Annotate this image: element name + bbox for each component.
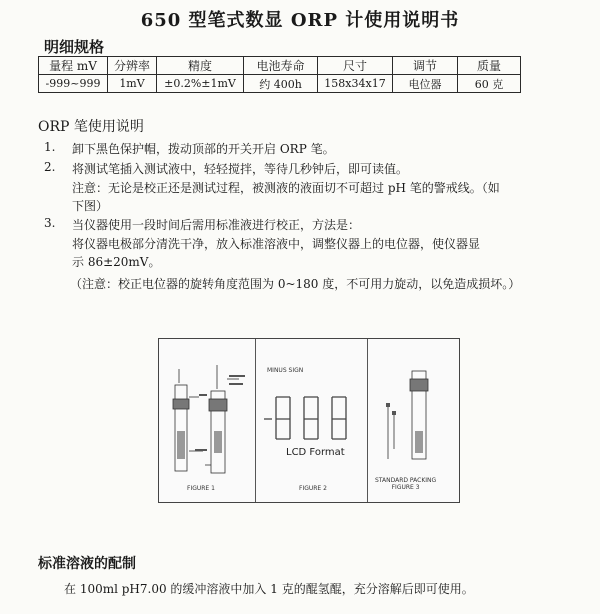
spec-heading: 明细规格 <box>44 38 105 56</box>
spec-header-range: 量程 mV <box>39 57 108 75</box>
spec-table <box>38 56 521 93</box>
figure-1-illustration <box>159 339 255 502</box>
standard-solution-body: 在 100ml pH7.00 的缓冲溶液中加入 1 克的醌氢醌，充分溶解后即可使用。 <box>64 582 474 596</box>
spec-value-resolution: 1mV <box>108 75 157 93</box>
item-3-line-2: 将仪器电极部分清洗干净，放入标准溶液中，调整仪器上的电位器，使仪器显 <box>72 237 481 251</box>
item-2-line-1: 将测试笔插入测试液中，轻轻搅拌，等待几秒钟后，即可读值。 <box>72 162 409 176</box>
item-number-3: 3. <box>44 216 56 230</box>
standard-solution-heading: 标准溶液的配制 <box>38 556 136 572</box>
document-title: 650 型笔式数显 ORP 计使用说明书 <box>140 10 460 31</box>
spec-header-adjust: 调节 <box>393 57 458 75</box>
item-number-1: 1. <box>44 140 56 154</box>
item-3-line-1: 当仪器使用一段时间后需用标准液进行校正，方法是： <box>72 218 361 232</box>
lcd-minus-label: MINUS SIGN <box>267 367 304 374</box>
spec-header-row <box>39 57 521 75</box>
spec-header-size: 尺寸 <box>318 57 393 75</box>
item-2-line-2: 注意：无论是校正还是测试过程，被测液的液面切不可超过 pH 笔的警戒线。（如 <box>72 181 500 195</box>
spec-value-adjust: 电位器 <box>393 75 458 93</box>
lcd-format-label: LCD Format <box>286 447 345 458</box>
item-1-line-1: 卸下黑色保护帽，拨动顶部的开关开启 ORP 笔。 <box>72 142 335 156</box>
spec-value-size: 158x34x17 <box>318 75 393 93</box>
item-number-2: 2. <box>44 160 56 174</box>
usage-heading: ORP 笔使用说明 <box>38 119 144 135</box>
figure-2-caption: FIGURE 2 <box>299 485 327 492</box>
figure-1-caption: FIGURE 1 <box>187 485 215 492</box>
item-3-line-3: 示 86±20mV。 <box>72 255 161 269</box>
spec-header-battery: 电池寿命 <box>244 57 318 75</box>
figure-2-lcd-illustration <box>256 339 367 502</box>
figure-3-caption: STANDARD PACKING FIGURE 3 <box>375 477 437 491</box>
spec-value-accuracy: ±0.2%±1mV <box>157 75 244 93</box>
figure-panel <box>158 338 460 503</box>
spec-value-row <box>39 75 521 93</box>
spec-value-range: -999~999 <box>39 75 108 93</box>
spec-header-weight: 质量 <box>458 57 521 75</box>
spec-value-battery: 约 400h <box>244 75 318 93</box>
item-2-line-3: 下图） <box>72 199 109 213</box>
spec-header-accuracy: 精度 <box>157 57 244 75</box>
calibration-note: （注意：校正电位器的旋转角度范围为 0~180 度，不可用力旋动，以免造成损坏。） <box>70 277 521 291</box>
spec-value-weight: 60 克 <box>458 75 521 93</box>
spec-header-resolution: 分辨率 <box>108 57 157 75</box>
